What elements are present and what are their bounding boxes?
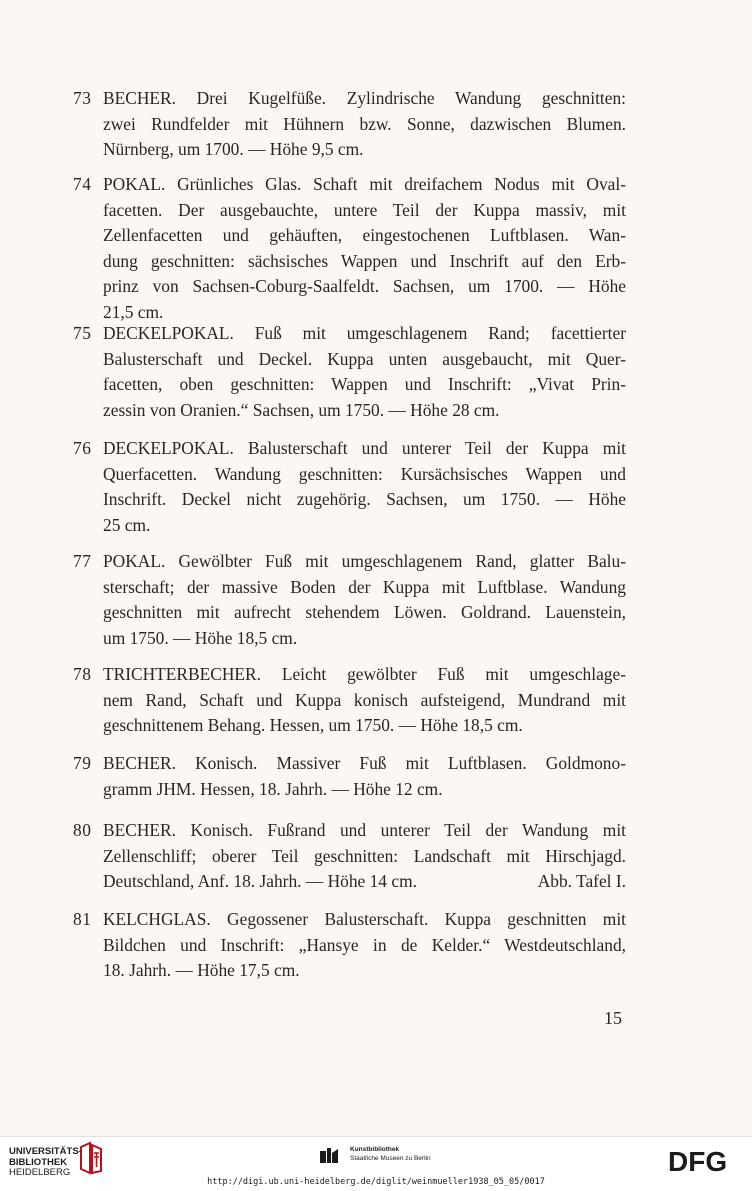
kunstbibliothek-name [350, 1145, 431, 1163]
dfg-logo-text: DFG [668, 1146, 728, 1175]
entry-line: geschnitten mit aufrecht stehendem Löwen. Goldrand. Lauenstein, [103, 602, 626, 622]
entry-line: gramm JHM. Hessen, 18. Jahrh. — Höhe 12 cm. [103, 778, 443, 799]
entry-text [103, 436, 626, 538]
entry-line: Zellenschliff; oberer Teil geschnitten: Landschaft mit Hirschjagd. [103, 845, 626, 866]
catalog-entry-79 [73, 751, 626, 802]
entry-line: Bildchen und Inschrift: „Hansye in de Kelder.“ Westdeutschland, [103, 934, 626, 955]
entry-text [103, 549, 626, 651]
entry-number: 73 [73, 88, 92, 108]
catalog-entry-74 [73, 172, 626, 325]
entry-number: 80 [73, 820, 92, 840]
entry-line: BECHER. Konisch. Massiver Fuß mit Luftblasen. Goldmono- [103, 753, 626, 773]
entry-line: Zellenfacetten und gehäuften, eingestochenen Luftblasen. Wan- [103, 225, 626, 245]
entry-text [103, 321, 626, 423]
entry-number: 74 [73, 174, 92, 194]
library-line: UNIVERSITÄTS- [9, 1146, 82, 1157]
library-line: HEIDELBERG [9, 1167, 71, 1178]
entry-line: dung geschnitten: sächsisches Wappen und Inschrift auf den Erb- [103, 250, 626, 271]
entry-line: sterschaft; der massive Boden der Kuppa mit Luftblase. Wandung [103, 576, 626, 597]
entry-line: Inschrift. Deckel nicht zugehörig. Sachsen, um 1750. — Höhe [103, 489, 626, 509]
page-number: 15 [604, 1008, 622, 1028]
kb-title: Kunstbibliothek [350, 1146, 400, 1153]
catalog-entry-76 [73, 436, 626, 538]
entry-number: 77 [73, 551, 92, 571]
entry-line: geschnittenem Behang. Hessen, um 1750. — Höhe 18,5 cm. [103, 715, 523, 735]
entry-number: 78 [73, 664, 92, 684]
entry-text [103, 818, 626, 895]
kunstbibliothek-logo-icon [318, 1147, 340, 1165]
catalog-entry-77 [73, 549, 626, 651]
entry-text [103, 172, 626, 325]
dfg-logo [666, 1145, 744, 1175]
university-library-logo-icon [78, 1141, 104, 1175]
catalog-entry-75 [73, 321, 626, 423]
kb-subtitle: Staatliche Museen zu Berlin [350, 1155, 431, 1162]
entry-line: facetten, oben geschnitten: Wappen und Inschrift: „Vivat Prin- [103, 374, 626, 394]
entry-line: nem Rand, Schaft und Kuppa konisch aufsteigend, Mundrand mit [103, 689, 626, 710]
entry-line: Nürnberg, um 1700. — Höhe 9,5 cm. [103, 139, 364, 159]
digitization-footer [0, 1136, 752, 1191]
entry-text [103, 751, 626, 802]
entry-line: facetten. Der ausgebauchte, untere Teil der Kuppa massiv, mit [103, 199, 626, 220]
catalog-entry-81 [73, 907, 626, 984]
university-library-name [9, 1147, 82, 1179]
catalog-entry-80 [73, 818, 626, 895]
entry-line: 21,5 cm. [103, 301, 164, 322]
entry-text [103, 907, 626, 984]
entry-text [103, 662, 626, 739]
entry-line: DECKELPOKAL. Balusterschaft und unterer Teil der Kuppa mit [103, 438, 626, 458]
catalog-entry-78 [73, 662, 626, 739]
plate-reference: Abb. Tafel I. [537, 871, 626, 891]
entry-line: TRICHTERBECHER. Leicht gewölbter Fuß mit umgeschlage- [103, 664, 626, 684]
library-line: BIBLIOTHEK [9, 1156, 68, 1168]
entry-line: prinz von Sachsen-Coburg-Saalfeldt. Sachsen, um 1700. — Höhe [103, 276, 626, 296]
entry-line-text: Deutschland, Anf. 18. Jahrh. — Höhe 14 cm. [103, 871, 417, 891]
entry-line: POKAL. Grünliches Glas. Schaft mit dreifachem Nodus mit Oval- [103, 174, 626, 194]
entry-text [103, 86, 626, 163]
entry-line: DECKELPOKAL. Fuß mit umgeschlagenem Rand; facettierter [103, 323, 626, 343]
entry-line [103, 869, 626, 895]
entry-number: 75 [73, 323, 92, 343]
entry-line: POKAL. Gewölbter Fuß mit umgeschlagenem Rand, glatter Balu- [103, 551, 626, 571]
entry-line: zessin von Oranien.“ Sachsen, um 1750. — Höhe 28 cm. [103, 399, 500, 420]
entry-line: zwei Rundfelder mit Hühnern bzw. Sonne, dazwischen Blumen. [103, 113, 626, 134]
entry-number: 81 [73, 909, 92, 929]
entry-line: Querfacetten. Wandung geschnitten: Kursächsisches Wappen und [103, 463, 626, 484]
catalog-entry-73 [73, 86, 626, 163]
entry-line: Balusterschaft und Deckel. Kuppa unten ausgebaucht, mit Quer- [103, 348, 626, 369]
entry-number: 79 [73, 753, 92, 773]
entry-line: 18. Jahrh. — Höhe 17,5 cm. [103, 960, 300, 980]
entry-line: BECHER. Drei Kugelfüße. Zylindrische Wandung geschnitten: [103, 88, 626, 108]
entry-line: um 1750. — Höhe 18,5 cm. [103, 627, 298, 648]
source-url: http://digi.ub.uni-heidelberg.de/diglit/weinmueller1938_05_05/0017 [207, 1177, 545, 1187]
entry-line: 25 cm. [103, 514, 151, 535]
entry-line: BECHER. Konisch. Fußrand und unterer Teil der Wandung mit [103, 820, 626, 840]
entry-line: KELCHGLAS. Gegossener Balusterschaft. Kuppa geschnitten mit [103, 909, 626, 929]
entry-number: 76 [73, 438, 92, 458]
